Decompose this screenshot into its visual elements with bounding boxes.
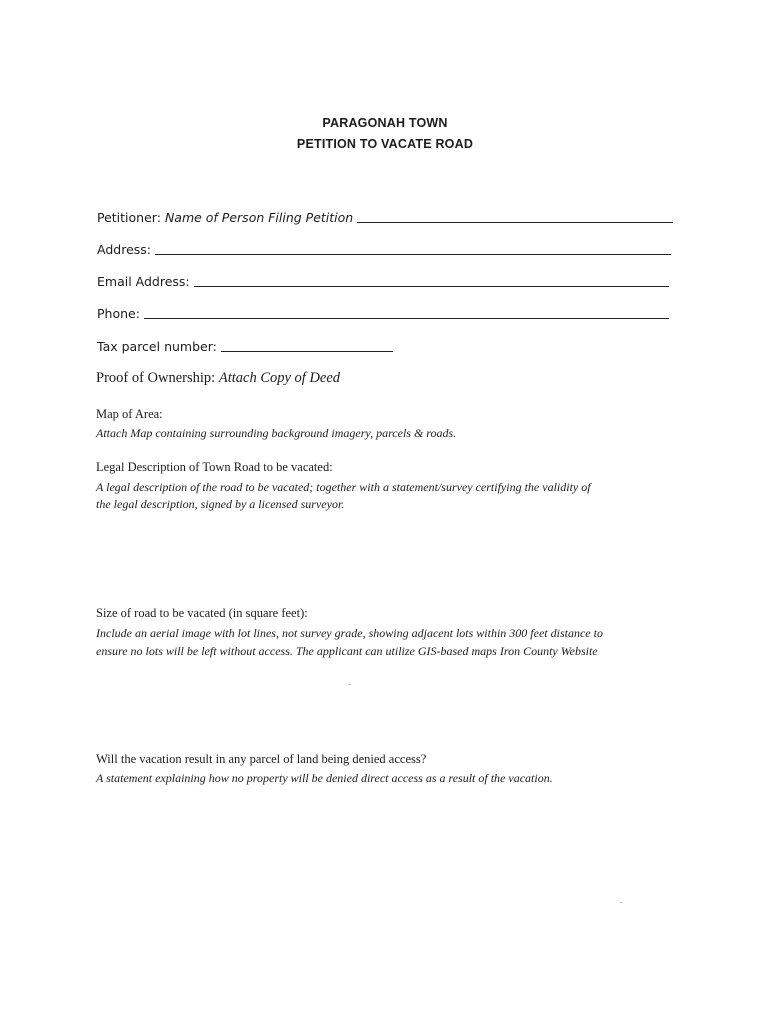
access-question-hint: A statement explaining how no property will be denied direct access as a result of the vacation. [96, 771, 553, 785]
legal-description-hint-2: the legal description, signed by a licensed surveyor. [96, 497, 345, 511]
petitioner-hint: Name of Person Filing Petition [164, 210, 354, 225]
address-label: Address: [97, 242, 151, 257]
legal-description-label: Legal Description of Town Road to be vacated: [96, 460, 333, 474]
tax-parcel-field [97, 339, 393, 354]
petitioner-input-line[interactable] [357, 221, 673, 223]
scan-speck [620, 902, 623, 903]
proof-label: Proof of Ownership: [96, 370, 216, 386]
tax-parcel-label: Tax parcel number: [97, 339, 217, 354]
road-size-hint-1: Include an aerial image with lot lines, not survey grade, showing adjacent lots within 300 feet distance to [96, 626, 603, 640]
petitioner-field [97, 210, 673, 225]
road-size-label: Size of road to be vacated (in square feet): [96, 606, 308, 620]
email-field [97, 274, 669, 289]
email-label: Email Address: [97, 274, 190, 289]
email-input-line[interactable] [194, 285, 669, 287]
scan-speck [348, 684, 351, 685]
phone-input-line[interactable] [144, 317, 669, 319]
address-field [97, 242, 671, 257]
proof-of-ownership [96, 370, 340, 387]
phone-label: Phone: [97, 306, 140, 321]
tax-parcel-input-line[interactable] [221, 350, 393, 352]
map-hint: Attach Map containing surrounding background imagery, parcels & roads. [96, 426, 457, 440]
address-input-line[interactable] [155, 253, 671, 255]
form-title: PETITION TO VACATE ROAD [296, 137, 474, 151]
access-question-label: Will the vacation result in any parcel of land being denied access? [96, 752, 427, 766]
map-label: Map of Area: [96, 407, 163, 421]
petitioner-label: Petitioner: [97, 210, 161, 225]
town-title: PARAGONAH TOWN [322, 116, 448, 130]
phone-field [97, 306, 669, 321]
proof-hint: Attach Copy of Deed [218, 370, 341, 386]
legal-description-hint-1: A legal description of the road to be vacated; together with a statement/survey certifying the validity of [96, 480, 591, 494]
road-size-hint-2: ensure no lots will be left without access. The applicant can utilize GIS-based maps Iron County Website [96, 644, 598, 658]
